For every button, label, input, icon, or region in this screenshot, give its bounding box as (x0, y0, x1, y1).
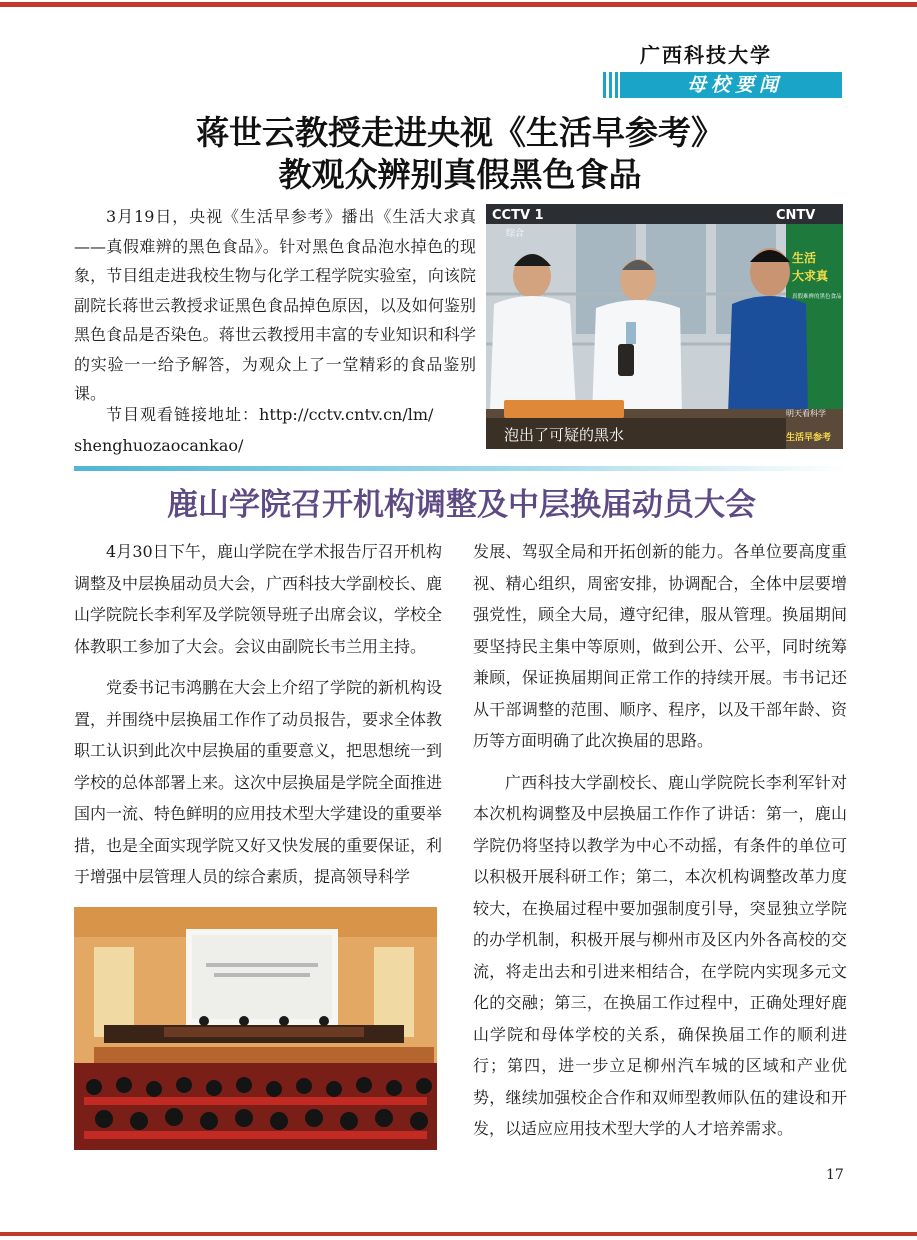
article1-title-line2: 教观众辨别真假黑色食品 (278, 155, 642, 194)
photo-side-title-2: 大求真 (792, 269, 829, 283)
article1-body (74, 202, 476, 409)
meeting-hall-photo (74, 907, 437, 1150)
article2-paragraph-2-cont: 发展、驾驭全局和开拓创新的能力。各单位要高度重视、精心组织，周密安排，协调配合，全体中层要增强党性，顾全大局，遵守纪律，服从管理。换届期间要坚持民主集中等原则，做到公开、公平，同时统筹兼顾，保证换届期间正常工作的持续开展。韦书记还从干部调整的范围、顺序、程序，以及干部年龄、资历等方面明确了此次换届的思路。 (473, 542, 847, 750)
article2-paragraph-2: 党委书记韦鸿鹏在大会上介绍了学院的新机构设置，并围绕中层换届工作作了动员报告，要求全体教职工认识到此次中层换届的重要意义，把思想统一到学校的总体部署上来。这次中层换届是学院全面推进国内一流、特色鲜明的应用技术型大学建设的重要举措，也是全面实现学院又好又快发展的重要保证，利于增强中层管理人员的综合素质，提高领导科学 (74, 678, 443, 886)
cctv-lab-photo-svg (486, 204, 843, 449)
section-bar-stripes (600, 72, 620, 98)
article2-left-column (74, 536, 442, 893)
article2-title: 鹿山学院召开机构调整及中层换届动员大会 (167, 487, 756, 523)
photo-side-caption: 真假难辨的黑色食品 (792, 294, 842, 300)
top-border-rule (0, 2, 917, 7)
photo-watermark: CNTV (776, 208, 816, 223)
article1-paragraph: 3月19日，央视《生活早参考》播出《生活大求真——真假难辨的黑色食品》。针对黑色食品泡水掉色的现象，节目组走进我校生物与化学工程学院实验室，向该院副院长蒋世云教授求证黑色食品掉色原因，以及如何鉴别黑色食品是否染色。蒋世云教授用丰富的专业知识和科学的实验一一给予解答，为观众上了一堂精彩的食品鉴别课。 (74, 207, 476, 403)
masthead (600, 42, 842, 98)
bottom-border-rule (0, 1232, 917, 1236)
article1-title-line1: 蒋世云教授走进央视《生活早参考》 (196, 113, 724, 152)
section-bar (600, 72, 842, 98)
section-label: 母校要闻 (686, 74, 783, 96)
article2-paragraph-3: 广西科技大学副校长、鹿山学院院长李利军针对本次机构调整及中层换届工作作了讲话：第一，鹿山学院仍将坚持以教学为中心不动摇，有条件的单位可以积极开展科研工作；第二，本次机构调整改革力度较大，在换届过程中要加强制度引导，突显独立学院的办学机制，积极开展与柳州市及区内外各高校的交流，将走出去和引进来相结合，在学院内实现多元文化的交融；第三，在换届工作过程中，正确处理好鹿山学院和母体学校的关系，确保换届工作的顺利进行；第四，进一步立足柳州汽车城的区域和产业优势，继续加强校企合作和双师型教师队伍的建设和开发，以适应应用技术型大学的人才培养需求。 (473, 772, 847, 1138)
photo-bottom-tag: 生活早参考 (786, 433, 832, 443)
section-divider (74, 466, 849, 471)
photo-channel-sub: 综合 (506, 229, 525, 239)
school-name: 广西科技大学 (640, 43, 772, 67)
meeting-hall-photo-svg (74, 907, 437, 1150)
article2-paragraph-1: 4月30日下午，鹿山学院在学术报告厅召开机构调整及中层换届动员大会，广西科技大学副校长、鹿山学院院长李利军及学院领导班子出席会议，学校全体教职工参加了大会。会议由副院长韦兰用主持。 (74, 542, 443, 656)
photo-channel-logo: CCTV 1 (492, 208, 544, 223)
cctv-lab-photo (486, 204, 843, 449)
page-number: 17 (826, 1167, 844, 1183)
program-link-url-2[interactable]: shenghuozaocankao/ (74, 436, 244, 455)
article1-title (70, 112, 850, 196)
link-label: 节目观看链接地址： (106, 405, 260, 424)
photo-corner-tag: 明天看科学 (786, 409, 826, 418)
photo-subtitle: 泡出了可疑的黑水 (504, 426, 625, 444)
article1-link-line (74, 399, 476, 461)
article2-right-column (473, 536, 847, 1145)
photo-side-title-1: 生活 (792, 251, 817, 265)
program-link-url-1[interactable]: http://cctv.cntv.cn/lm/ (259, 405, 434, 424)
